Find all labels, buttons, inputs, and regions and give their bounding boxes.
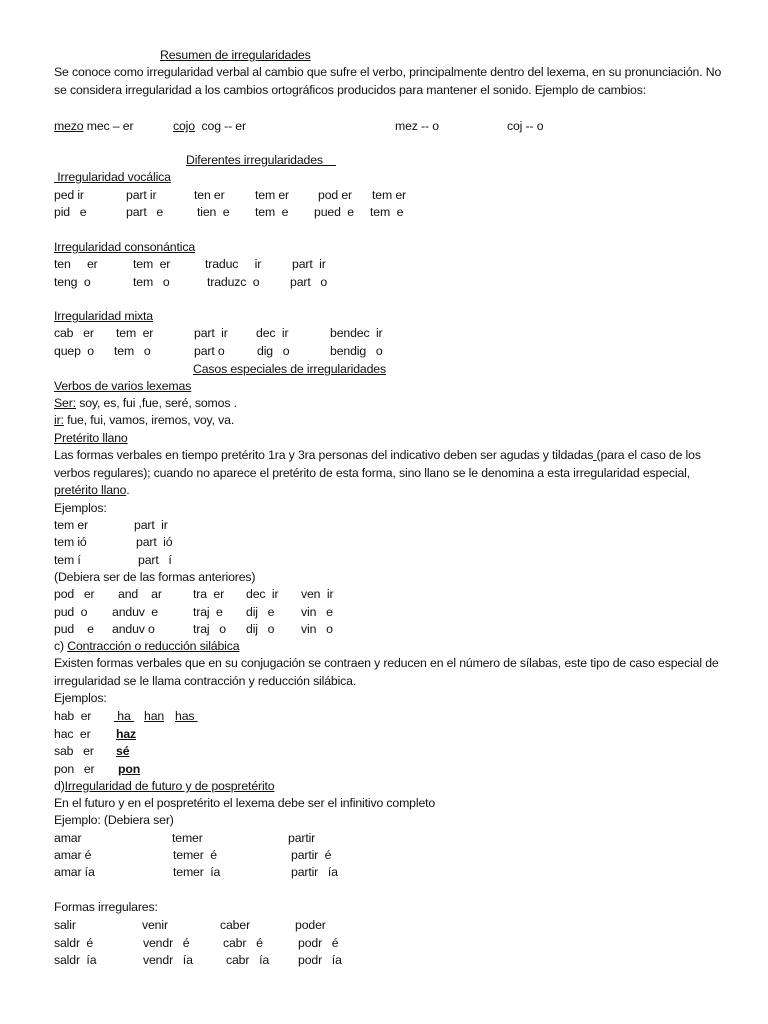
mezo-word: mezo (54, 119, 84, 133)
preterito-cell: vin o (301, 622, 333, 636)
contraccion-paragraph: Existen formas verbales que en su conjugación se contraen y reducen en el número de sílabas, este tipo de caso especial de irregularidad se le llama contracción y reducción silábica. (54, 656, 719, 688)
vocalica-cell: ten er (194, 188, 225, 202)
preterito-cell: pud e (54, 622, 94, 636)
formas-cell: vendr é (143, 936, 190, 950)
formas-cell: venir (142, 918, 168, 932)
contraccion-cell: sé (116, 744, 130, 758)
preterito-cell: anduv e (112, 605, 158, 619)
futuro-cell: temer é (173, 848, 217, 862)
consonantica-title: Irregularidad consonántica (54, 240, 196, 254)
mixta-cell: bendig o (330, 344, 383, 358)
ser-line (54, 395, 237, 411)
preterito-cell: and ar (118, 587, 162, 601)
contraccion-title: Contracción o reducción silábica (67, 639, 240, 653)
futuro-cell: temer ía (173, 865, 221, 879)
formas-cell: salir (54, 918, 76, 932)
contraccion-cell: haz (116, 727, 137, 741)
vocalica-cell: pod er (318, 188, 352, 202)
preterito-cell: dij e (246, 605, 275, 619)
futuro-cell: amar ía (54, 865, 95, 879)
doc-title: Resumen de irregularidades (160, 48, 311, 62)
futuro-cell: temer (172, 831, 203, 845)
preterito-cell: traj e (193, 605, 223, 619)
ejemplos-label: Ejemplos: (54, 501, 107, 515)
ejemplo-cell: tem ió (54, 535, 87, 549)
mixta-cell: tem o (114, 344, 151, 358)
ser-forms: soy, es, fui ,fue, seré, somos . (75, 396, 237, 410)
preterito-cell: dec ir (246, 587, 279, 601)
cog-er-word: cog -- er (194, 119, 246, 133)
ser-label: Ser: (54, 396, 76, 410)
formas-cell: cabr ía (226, 953, 270, 967)
consonantica-cell: traduzc o (207, 275, 260, 289)
ejemplo-cell: tem er (54, 518, 88, 532)
mixta-cell: part o (194, 344, 225, 358)
preterito-cell: ven ir (301, 587, 334, 601)
futuro-ejemplo-label: Ejemplo: (Debiera ser) (54, 813, 174, 827)
consonantica-cell: ten er (54, 257, 98, 271)
vocalica-cell: part e (126, 205, 164, 219)
ir-forms: fue, fui, vamos, iremos, voy, va. (63, 413, 235, 427)
formas-cell: podr é (298, 936, 339, 950)
contraccion-cell: pon (118, 762, 141, 776)
mixta-cell: part ir (194, 326, 228, 340)
ejemplos-label: Ejemplos: (54, 691, 107, 705)
preterito-cell: vin e (301, 605, 333, 619)
vocalica-cell: tem er (255, 188, 289, 202)
vocalica-cell: ped ir (54, 188, 84, 202)
contraccion-cell: han (144, 709, 165, 723)
futuro-paragraph: En el futuro y en el pospretérito el lexema debe ser el infinitivo completo (54, 796, 436, 810)
mec-er-word: mec – er (83, 119, 134, 133)
intro-paragraph: Se conoce como irregularidad verbal al cambio que sufre el verbo, principalmente dentro del lexema, en su pronunciación. No se considera irregularidad a los cambios ortográficos producidos para mantener el sonido. Ejemplo de cambios: (54, 65, 722, 97)
futuro-cell: partir ía (291, 865, 338, 879)
vocalica-title: Irregularidad vocálica (54, 170, 171, 184)
vocalica-cell: tem er (372, 188, 406, 202)
vocalica-cell: tem e (255, 205, 289, 219)
formas-irregulares-label: Formas irregulares: (54, 900, 158, 914)
futuro-cell: amar é (54, 848, 92, 862)
preterito-cell: pud o (54, 605, 88, 619)
preterito-cell: pod er (54, 587, 95, 601)
formas-cell: saldr é (54, 936, 94, 950)
preterito-paragraph: Las formas verbales en tiempo pretérito 1ra y 3ra personas del indicativo deben ser agudas y tildadas (para el caso de los verbos regulares); cuando no aparece el pretérito de esta forma, sino llano se le denomina a esta irregularidad especial, pretérito llano. (54, 448, 701, 497)
contraccion-cell: ha (114, 709, 134, 723)
section-title-diferentes: Diferentes irregularidades (186, 153, 336, 167)
contraccion-heading: c) Contracción o reducción silábica (54, 639, 240, 653)
preterito-cell: anduv o (112, 622, 155, 636)
ejemplo-cell: part ir (134, 518, 168, 532)
ir-line (54, 412, 234, 428)
varios-lexemas-title: Verbos de varios lexemas (54, 379, 192, 393)
consonantica-cell: tem o (133, 275, 170, 289)
consonantica-cell: part ir (292, 257, 326, 271)
futuro-title: Irregularidad de futuro y de pospretérito (64, 779, 275, 793)
futuro-cell: partir é (291, 848, 332, 862)
coj-o-word: coj -- o (507, 119, 544, 133)
vocalica-cell: tem e (370, 205, 404, 219)
contraccion-cell: hac er (54, 727, 91, 741)
vocalica-cell: part ir (126, 188, 157, 202)
futuro-cell: amar (54, 831, 82, 845)
formas-cell: saldr ía (54, 953, 97, 967)
consonantica-cell: traduc ir (205, 257, 262, 271)
futuro-cell: partir (288, 831, 316, 845)
consonantica-cell: teng o (54, 275, 91, 289)
ejemplo-cell: part ió (136, 535, 173, 549)
mixta-cell: dec ir (256, 326, 289, 340)
contraccion-cell: has (175, 709, 198, 723)
futuro-heading: d)Irregularidad de futuro y de pospretérito (54, 779, 275, 793)
formas-cell: poder (295, 918, 326, 932)
formas-cell: vendr ía (143, 953, 193, 967)
consonantica-cell: tem er (133, 257, 171, 271)
ejemplo-cell: tem í (54, 553, 81, 567)
contraccion-cell: sab er (54, 744, 94, 758)
mez-o-word: mez -- o (395, 119, 439, 133)
vocalica-cell: pued e (314, 205, 354, 219)
mixta-cell: cab er (54, 326, 94, 340)
ejemplo-cell: part í (138, 553, 172, 567)
formas-cell: caber (220, 918, 251, 932)
formas-cell: podr ía (298, 953, 342, 967)
mixta-cell: quep o (54, 344, 94, 358)
mixta-cell: bendec ir (330, 326, 383, 340)
casos-especiales-title: Casos especiales de irregularidades (193, 362, 386, 376)
preterito-llano-title: Pretérito llano (54, 431, 128, 445)
cojo-word: cojo (173, 119, 195, 133)
preterito-cell: tra er (193, 587, 225, 601)
preterito-cell: dij o (246, 622, 275, 636)
contraccion-cell: pon er (54, 762, 95, 776)
vocalica-cell: tien e (197, 205, 230, 219)
mixta-cell: tem er (116, 326, 154, 340)
preterito-cell: traj o (193, 622, 226, 636)
mixta-cell: dig o (257, 344, 290, 358)
consonantica-cell: part o (290, 275, 328, 289)
ir-label: ir: (54, 413, 64, 427)
vocalica-cell: pid e (54, 205, 87, 219)
formas-cell: cabr é (223, 936, 263, 950)
contraccion-cell: hab er (54, 709, 92, 723)
preterito-llano-term: pretérito llano (54, 483, 127, 497)
debiera-note: (Debiera ser de las formas anteriores) (54, 570, 256, 584)
mixta-title: Irregularidad mixta (54, 309, 153, 323)
